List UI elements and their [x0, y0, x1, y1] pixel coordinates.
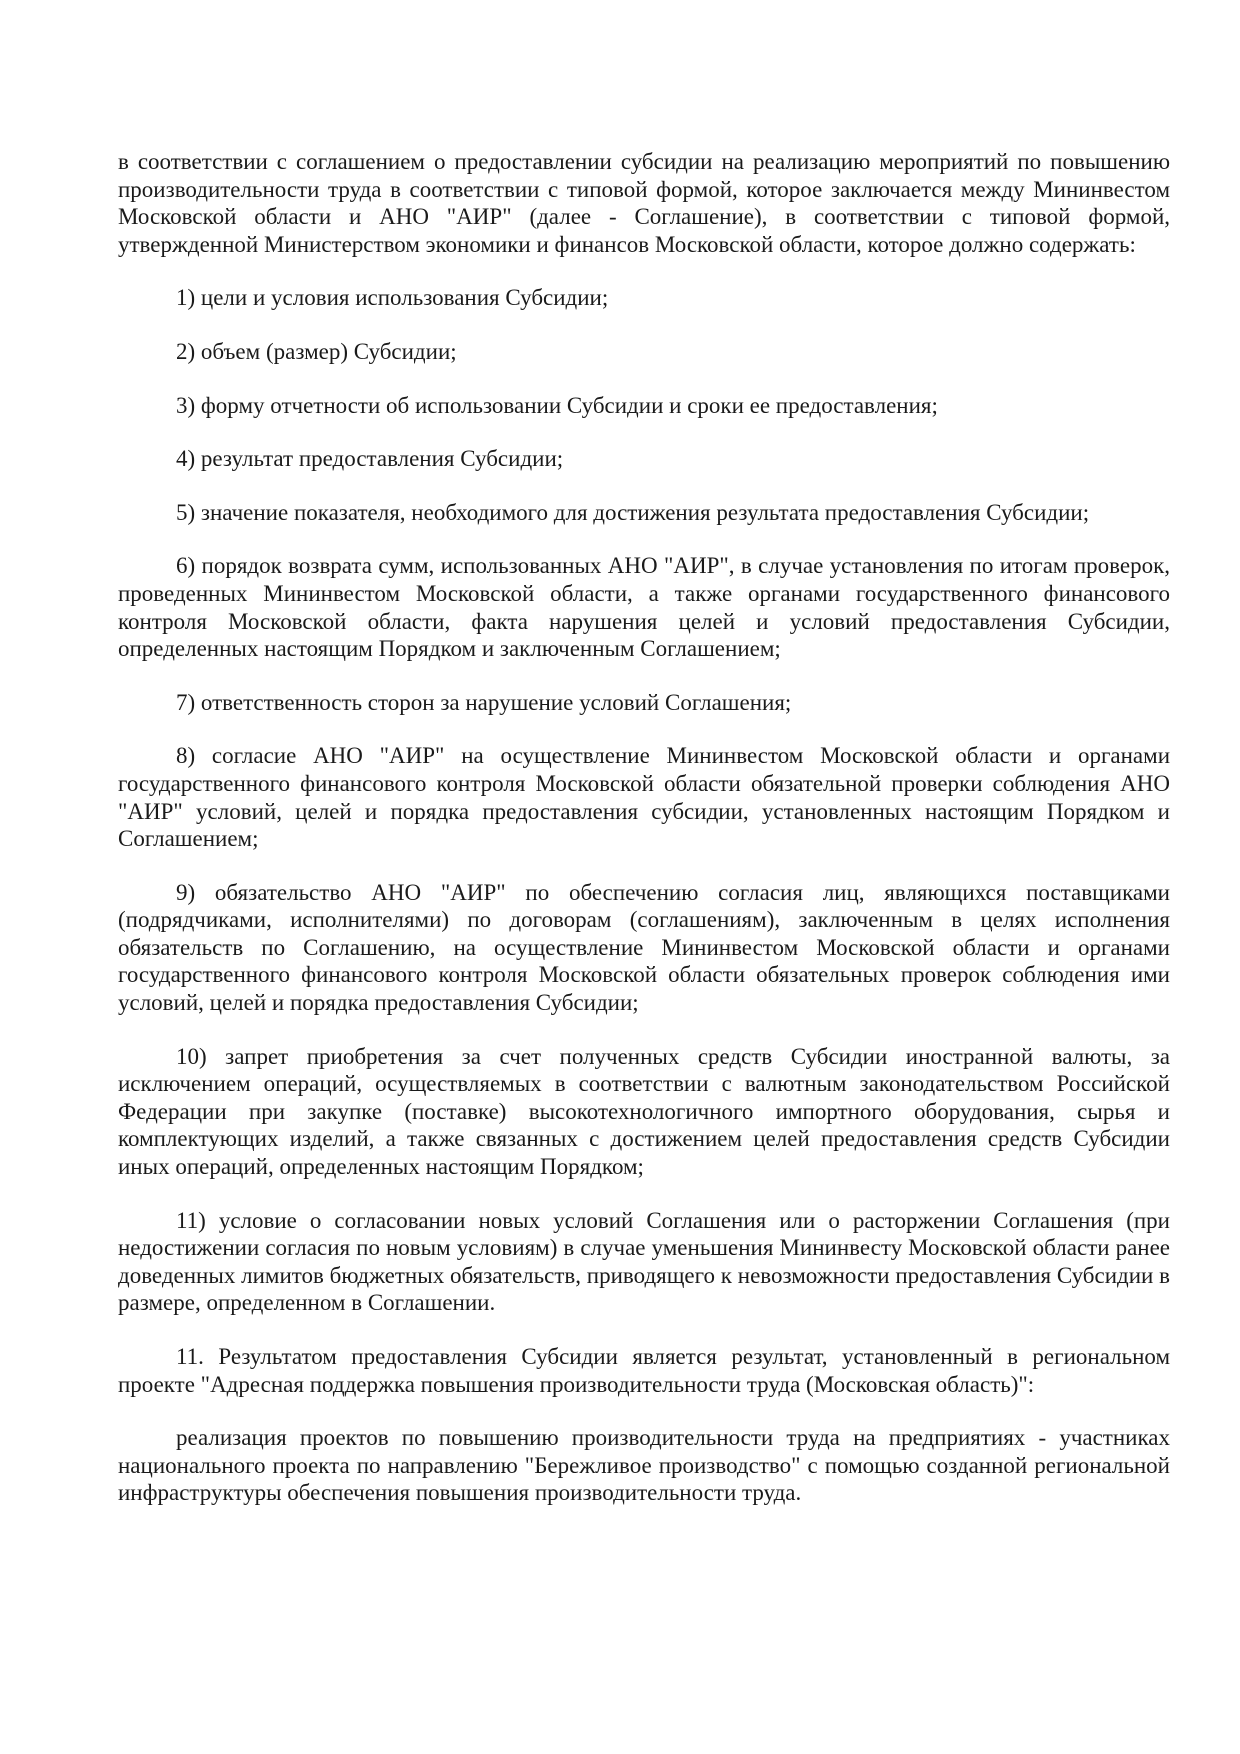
list-item-11: 11) условие о согласовании новых условий Соглашения или о расторжении Соглашения (при недостижении согласия по новым условиям) в случае уменьшения Мининвесту Московской области ранее доведенных лимитов бюджетных обязательств, приводящего к невозможности предоставления Субсидии в размере, определенном в Соглашении. — [118, 1207, 1170, 1316]
paragraph-section-11: 11. Результатом предоставления Субсидии является результат, установленный в региональном проекте "Адресная поддержка повышения производительности труда (Московская область)": — [118, 1344, 1170, 1397]
list-item-8: 8) согласие АНО "АИР" на осуществление Мининвестом Московской области и органами государственного финансового контроля Московской области обязательной проверки соблюдения АНО "АИР" условий, целей и порядка предоставления субсидии, установленных настоящим Порядком и Соглашением; — [118, 743, 1170, 852]
list-item-4: 4) результат предоставления Субсидии; — [176, 446, 564, 472]
list-item-7: 7) ответственность сторон за нарушение условий Соглашения; — [176, 689, 792, 715]
document-page — [118, 148, 1170, 1533]
list-item-3: 3) форму отчетности об использовании Субсидии и сроки ее предоставления; — [176, 392, 938, 418]
list-item-9: 9) обязательство АНО "АИР" по обеспечению согласия лиц, являющихся поставщиками (подрядчиками, исполнителями) по договорам (соглашениям), заключенным в целях исполнения обязательств по Соглашению, на осуществление Мининвестом Московской области и органами государственного финансового контроля Московской области обязательных проверок соблюдения ими условий, целей и порядка предоставления Субсидии; — [118, 879, 1170, 1016]
list-item-1: 1) цели и условия использования Субсидии; — [176, 285, 609, 311]
paragraph-intro: в соответствии с соглашением о предоставлении субсидии на реализацию мероприятий по повышению производительности труда в соответствии с типовой формой, которое заключается между Мининвестом Московской области и АНО "АИР" (далее - Соглашение), в соответствии с типовой формой, утвержденной Министерством экономики и финансов Московской области, которое должно содержать: — [118, 149, 1170, 257]
paragraph-result: реализация проектов по повышению производительности труда на предприятиях - участниках национального проекта по направлению "Бережливое производство" с помощью созданной региональной инфраструктуры обеспечения повышения производительности труда. — [118, 1425, 1170, 1506]
list-item-6: 6) порядок возврата сумм, использованных АНО "АИР", в случае установления по итогам проверок, проведенных Мининвестом Московской области, а также органами государственного финансового контроля Московской области, факта нарушения целей и условий предоставления Субсидии, определенных настоящим Порядком и заключенным Соглашением; — [118, 553, 1170, 662]
list-item-10: 10) запрет приобретения за счет полученных средств Субсидии иностранной валюты, за исключением операций, осуществляемых в соответствии с валютным законодательством Российской Федерации при закупке (поставке) высокотехнологичного импортного оборудования, сырья и комплектующих изделий, а также связанных с достижением целей предоставления средств Субсидии иных операций, определенных настоящим Порядком; — [118, 1043, 1170, 1180]
list-item-5: 5) значение показателя, необходимого для достижения результата предоставления Субсидии; — [176, 499, 1090, 525]
list-item-2: 2) объем (размер) Субсидии; — [176, 338, 457, 364]
